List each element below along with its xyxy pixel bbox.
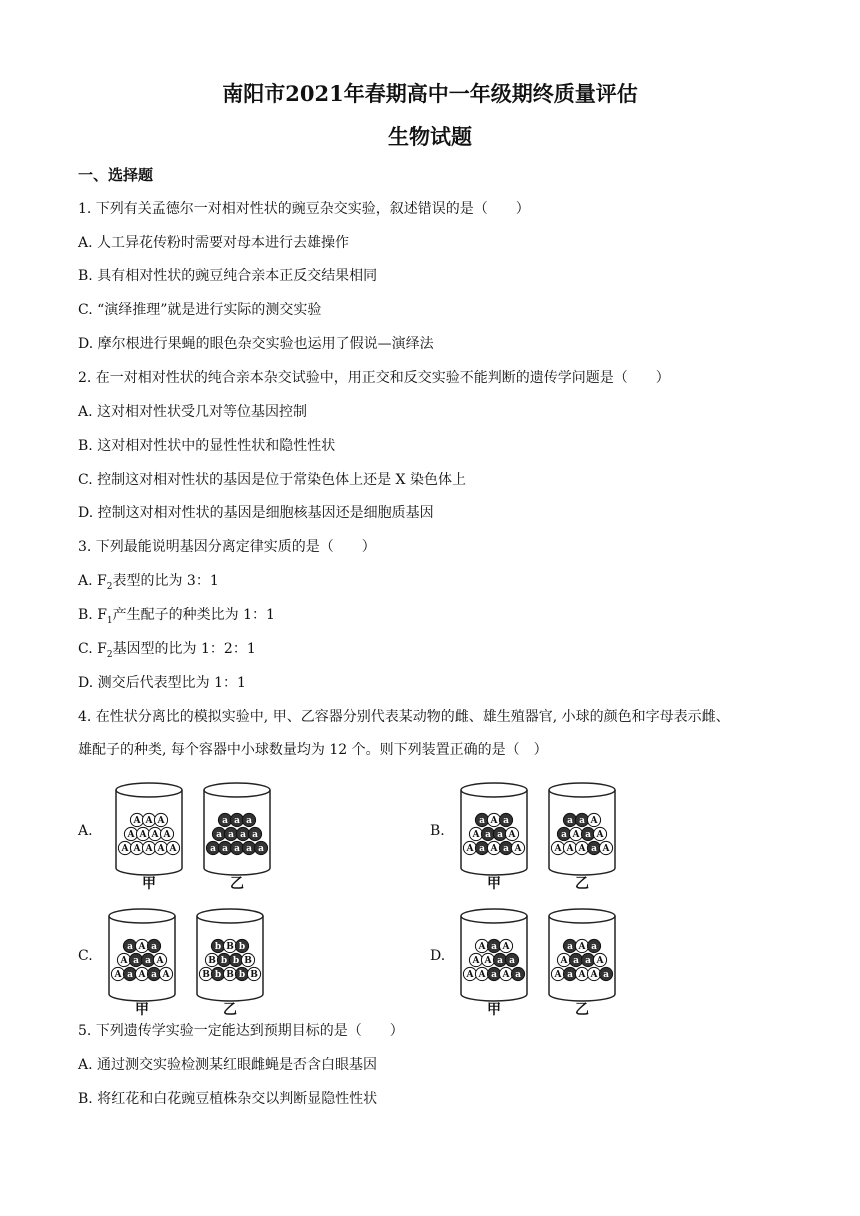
fig-d-right-ball-letter: A: [578, 942, 586, 953]
exam-title: 南阳市2021年春期高中一年级期终质量评估: [222, 81, 638, 106]
q5-option-b: B. 将红花和白花豌豆植株杂交以判断显隐性性状: [78, 1091, 378, 1107]
fig-a-right-ball-letter: a: [240, 830, 246, 841]
q1-option-d: D. 摩尔根进行果蝇的眼色杂交实验也运用了假说—演绎法: [78, 336, 434, 352]
q1-option-b: B. 具有相对性状的豌豆纯合亲本正反交结果相同: [78, 268, 378, 284]
fig-c-left-ball-letter: a: [127, 970, 133, 981]
fig-d-right-ball-letter: a: [573, 956, 579, 967]
fig-a-right-ball-letter: a: [210, 844, 216, 855]
fig-c-left-ball-letter: a: [133, 956, 139, 967]
fig-d-left-ball-letter: A: [472, 956, 480, 967]
q2-option-b: B. 这对相对性状中的显性性状和隐性性状: [78, 438, 336, 454]
fig-a-left-jar-base: [116, 868, 182, 875]
fig-c-left-ball-letter: A: [138, 970, 146, 981]
fig-b-right-ball-letter: A: [578, 844, 586, 855]
fig-b-right-ball-letter: A: [602, 844, 610, 855]
fig-c-left-jar: [109, 909, 175, 1001]
fig-b-left-ball-letter: a: [503, 844, 509, 855]
fig-a-left-ball-letter: A: [133, 816, 141, 827]
fig-c-right-ball-letter: B: [250, 970, 258, 981]
fig-b-left-jar-label: 甲: [487, 876, 501, 892]
fig-b-right-ball-letter: a: [561, 830, 567, 841]
fig-d-left-ball-letter: A: [502, 942, 510, 953]
fig-c-right-ball-letter: B: [226, 970, 234, 981]
fig-c-left-ball-letter: A: [114, 970, 122, 981]
fig-c-right-ball-letter: B: [202, 970, 210, 981]
fig-d-left-ball-letter: A: [478, 970, 486, 981]
q4-option-a-label: A.: [78, 823, 93, 839]
fig-d-left-jar-base: [461, 994, 527, 1001]
q3-option-d: D. 测交后代表型比为 1：1: [78, 675, 246, 691]
fig-b-right-jar-rim: [549, 783, 615, 797]
fig-b-right-ball-letter: A: [596, 830, 604, 841]
fig-b-right-ball-letter: a: [567, 816, 573, 827]
fig-c-left-ball-letter: a: [151, 970, 157, 981]
fig-d-left-jar: [461, 909, 527, 1001]
q3-option-b: B. $F_1$产生配子的种类比为 1：1: [78, 607, 275, 626]
fig-c-left-ball-letter: A: [162, 970, 170, 981]
q5-stem: 5. 下列遗传学实验一定能达到预期目标的是（ ）: [78, 1023, 404, 1039]
fig-c-left-ball-letter: A: [138, 942, 146, 953]
fig-b-left-ball-letter: a: [479, 844, 485, 855]
fig-a-right-ball-letter: a: [228, 830, 234, 841]
fig-a-left-ball-letter: A: [157, 816, 165, 827]
fig-d-left-ball-letter: a: [497, 956, 503, 967]
fig-d-right-ball-letter: a: [603, 970, 609, 981]
fig-a-left-jar-rim: [116, 783, 182, 797]
fig-a-right-jar-rim: [204, 783, 270, 797]
fig-b-left-ball-letter: A: [490, 844, 498, 855]
q1-option-a: A. 人工异花传粉时需要对母本进行去雄操作: [78, 235, 350, 251]
fig-c-right-ball-letter: b: [220, 956, 228, 967]
fig-d-left-ball-letter: a: [515, 970, 521, 981]
q1-stem: 1. 下列有关孟德尔一对相对性状的豌豆杂交实验，叙述错误的是（ ）: [78, 201, 530, 217]
fig-c-right-ball-letter: B: [226, 942, 234, 953]
fig-b-right-ball-letter: a: [579, 816, 585, 827]
fig-b-left-ball-letter: A: [514, 844, 522, 855]
fig-d-right-ball-letter: A: [596, 956, 604, 967]
q4-option-c-label: C.: [78, 948, 93, 964]
fig-a-right-ball-letter: a: [216, 830, 222, 841]
fig-a-left-ball-letter: A: [127, 830, 135, 841]
fig-d-right-ball-letter: a: [567, 942, 573, 953]
fig-c-right-ball-letter: b: [214, 942, 222, 953]
fig-a-right-jar-base: [204, 868, 270, 875]
fig-b-left-ball-letter: A: [490, 816, 498, 827]
fig-d-left-ball-letter: a: [509, 956, 515, 967]
q5-option-a: A. 通过测交实验检测某红眼雌蝇是否含白眼基因: [78, 1057, 378, 1073]
fig-d-left-ball-letter: a: [491, 942, 497, 953]
fig-b-left-ball-letter: a: [479, 816, 485, 827]
fig-b-right-jar-label: 乙: [575, 876, 589, 892]
fig-c-right-jar-label: 乙: [223, 1002, 237, 1018]
fig-d-right-ball-letter: A: [560, 956, 568, 967]
q2-option-d: D. 控制这对相对性状的基因是细胞核基因还是细胞质基因: [78, 505, 434, 521]
fig-d-right-jar: [549, 909, 615, 1001]
fig-d-right-jar-rim: [549, 909, 615, 923]
fig-c-right-ball-letter: b: [232, 956, 240, 967]
q3-option-c: C. $F_2$基因型的比为 1：2：1: [78, 641, 256, 660]
q2-option-c: C. 控制这对相对性状的基因是位于常染色体上还是 X 染色体上: [78, 472, 466, 488]
fig-d-right-ball-letter: A: [578, 970, 586, 981]
fig-c-right-ball-letter: b: [238, 970, 246, 981]
q3-option-a: A. $F_2$表型的比为 3：1: [78, 573, 219, 592]
fig-a-left-ball-letter: A: [157, 844, 165, 855]
fig-d-right-ball-letter: a: [585, 956, 591, 967]
fig-a-right-ball-letter: a: [222, 844, 228, 855]
fig-c-left-jar-label: 甲: [135, 1002, 149, 1018]
fig-b-left-ball-letter: A: [508, 830, 516, 841]
fig-d-right-ball-letter: a: [591, 942, 597, 953]
fig-b-right-ball-letter: a: [591, 844, 597, 855]
fig-b-right-ball-letter: a: [585, 830, 591, 841]
q3-stem: 3. 下列最能说明基因分离定律实质的是（ ）: [78, 539, 376, 555]
q4-figure-c: [98, 898, 278, 1020]
q4-figure-b: [450, 772, 630, 894]
fig-b-right-jar-base: [549, 868, 615, 875]
fig-a-right-ball-letter: a: [246, 816, 252, 827]
q4-figure-d: [450, 898, 630, 1020]
fig-a-left-jar: [116, 783, 182, 875]
fig-a-right-ball-letter: a: [252, 830, 258, 841]
fig-a-left-ball-letter: A: [151, 830, 159, 841]
fig-c-right-jar: [197, 909, 263, 1001]
fig-b-left-ball-letter: A: [472, 830, 480, 841]
fig-a-left-ball-letter: A: [145, 844, 153, 855]
q2-option-a: A. 这对相对性状受几对等位基因控制: [78, 404, 308, 420]
fig-c-right-jar-base: [197, 994, 263, 1001]
fig-d-right-ball-letter: a: [567, 970, 573, 981]
fig-b-left-ball-letter: A: [466, 844, 474, 855]
fig-a-right-ball-letter: a: [246, 844, 252, 855]
fig-c-right-ball-letter: B: [244, 956, 252, 967]
fig-c-left-ball-letter: a: [145, 956, 151, 967]
fig-d-left-ball-letter: A: [484, 956, 492, 967]
fig-d-left-ball-letter: A: [478, 942, 486, 953]
q4-option-d-label: D.: [430, 948, 446, 964]
fig-b-left-jar: [461, 783, 527, 875]
q4-stem-line2: 雄配子的种类, 每个容器中小球数量均为 12 个。则下列装置正确的是（ ）: [78, 742, 548, 758]
fig-a-right-jar: [204, 783, 270, 875]
fig-d-left-ball-letter: a: [491, 970, 497, 981]
fig-b-left-ball-letter: a: [485, 830, 491, 841]
q4-figure-a: [105, 772, 285, 894]
fig-c-left-jar-rim: [109, 909, 175, 923]
fig-d-left-jar-label: 甲: [487, 1002, 501, 1018]
fig-b-left-ball-letter: a: [503, 816, 509, 827]
fig-a-left-ball-letter: A: [163, 830, 171, 841]
fig-b-right-ball-letter: A: [554, 844, 562, 855]
fig-a-right-ball-letter: a: [258, 844, 264, 855]
fig-c-right-ball-letter: b: [214, 970, 222, 981]
fig-a-left-ball-letter: A: [133, 844, 141, 855]
fig-a-right-jar-label: 乙: [230, 876, 244, 892]
fig-b-right-ball-letter: A: [572, 830, 580, 841]
q4-stem-line1: 4. 在性状分离比的模拟实验中, 甲、乙容器分别代表某动物的雌、雄生殖器官, 小球的颜色和字母表示雌、: [78, 709, 730, 725]
q2-stem: 2. 在一对相对性状的纯合亲本杂交试验中，用正交和反交实验不能判断的遗传学问题是（ ）: [78, 370, 670, 386]
fig-c-right-jar-rim: [197, 909, 263, 923]
fig-b-right-ball-letter: A: [590, 816, 598, 827]
fig-c-left-ball-letter: A: [156, 956, 164, 967]
fig-b-right-jar: [549, 783, 615, 875]
fig-a-left-ball-letter: A: [121, 844, 129, 855]
fig-a-right-ball-letter: a: [234, 816, 240, 827]
q4-option-b-label: B.: [430, 823, 445, 839]
section-heading: 一、选择题: [78, 166, 154, 184]
fig-c-right-ball-letter: B: [208, 956, 216, 967]
fig-a-right-ball-letter: a: [234, 844, 240, 855]
fig-a-left-jar-label: 甲: [142, 876, 156, 892]
q1-option-c: C. “演绎推理”就是进行实际的测交实验: [78, 302, 322, 318]
fig-c-right-ball-letter: b: [238, 942, 246, 953]
fig-a-left-ball-letter: A: [145, 816, 153, 827]
fig-d-right-jar-base: [549, 994, 615, 1001]
fig-a-right-ball-letter: a: [222, 816, 228, 827]
fig-c-left-jar-base: [109, 994, 175, 1001]
fig-a-left-ball-letter: A: [139, 830, 147, 841]
fig-d-left-jar-rim: [461, 909, 527, 923]
exam-subtitle: 生物试题: [388, 124, 472, 149]
fig-d-right-ball-letter: A: [554, 970, 562, 981]
fig-b-left-jar-rim: [461, 783, 527, 797]
fig-b-right-ball-letter: A: [566, 844, 574, 855]
fig-d-right-ball-letter: A: [590, 970, 598, 981]
fig-c-left-ball-letter: a: [151, 942, 157, 953]
fig-b-left-jar-base: [461, 868, 527, 875]
fig-c-left-ball-letter: a: [127, 942, 133, 953]
fig-a-left-ball-letter: A: [169, 844, 177, 855]
fig-d-left-ball-letter: A: [502, 970, 510, 981]
fig-d-left-ball-letter: A: [466, 970, 474, 981]
fig-c-left-ball-letter: A: [120, 956, 128, 967]
fig-d-right-jar-label: 乙: [575, 1002, 589, 1018]
fig-b-left-ball-letter: a: [497, 830, 503, 841]
